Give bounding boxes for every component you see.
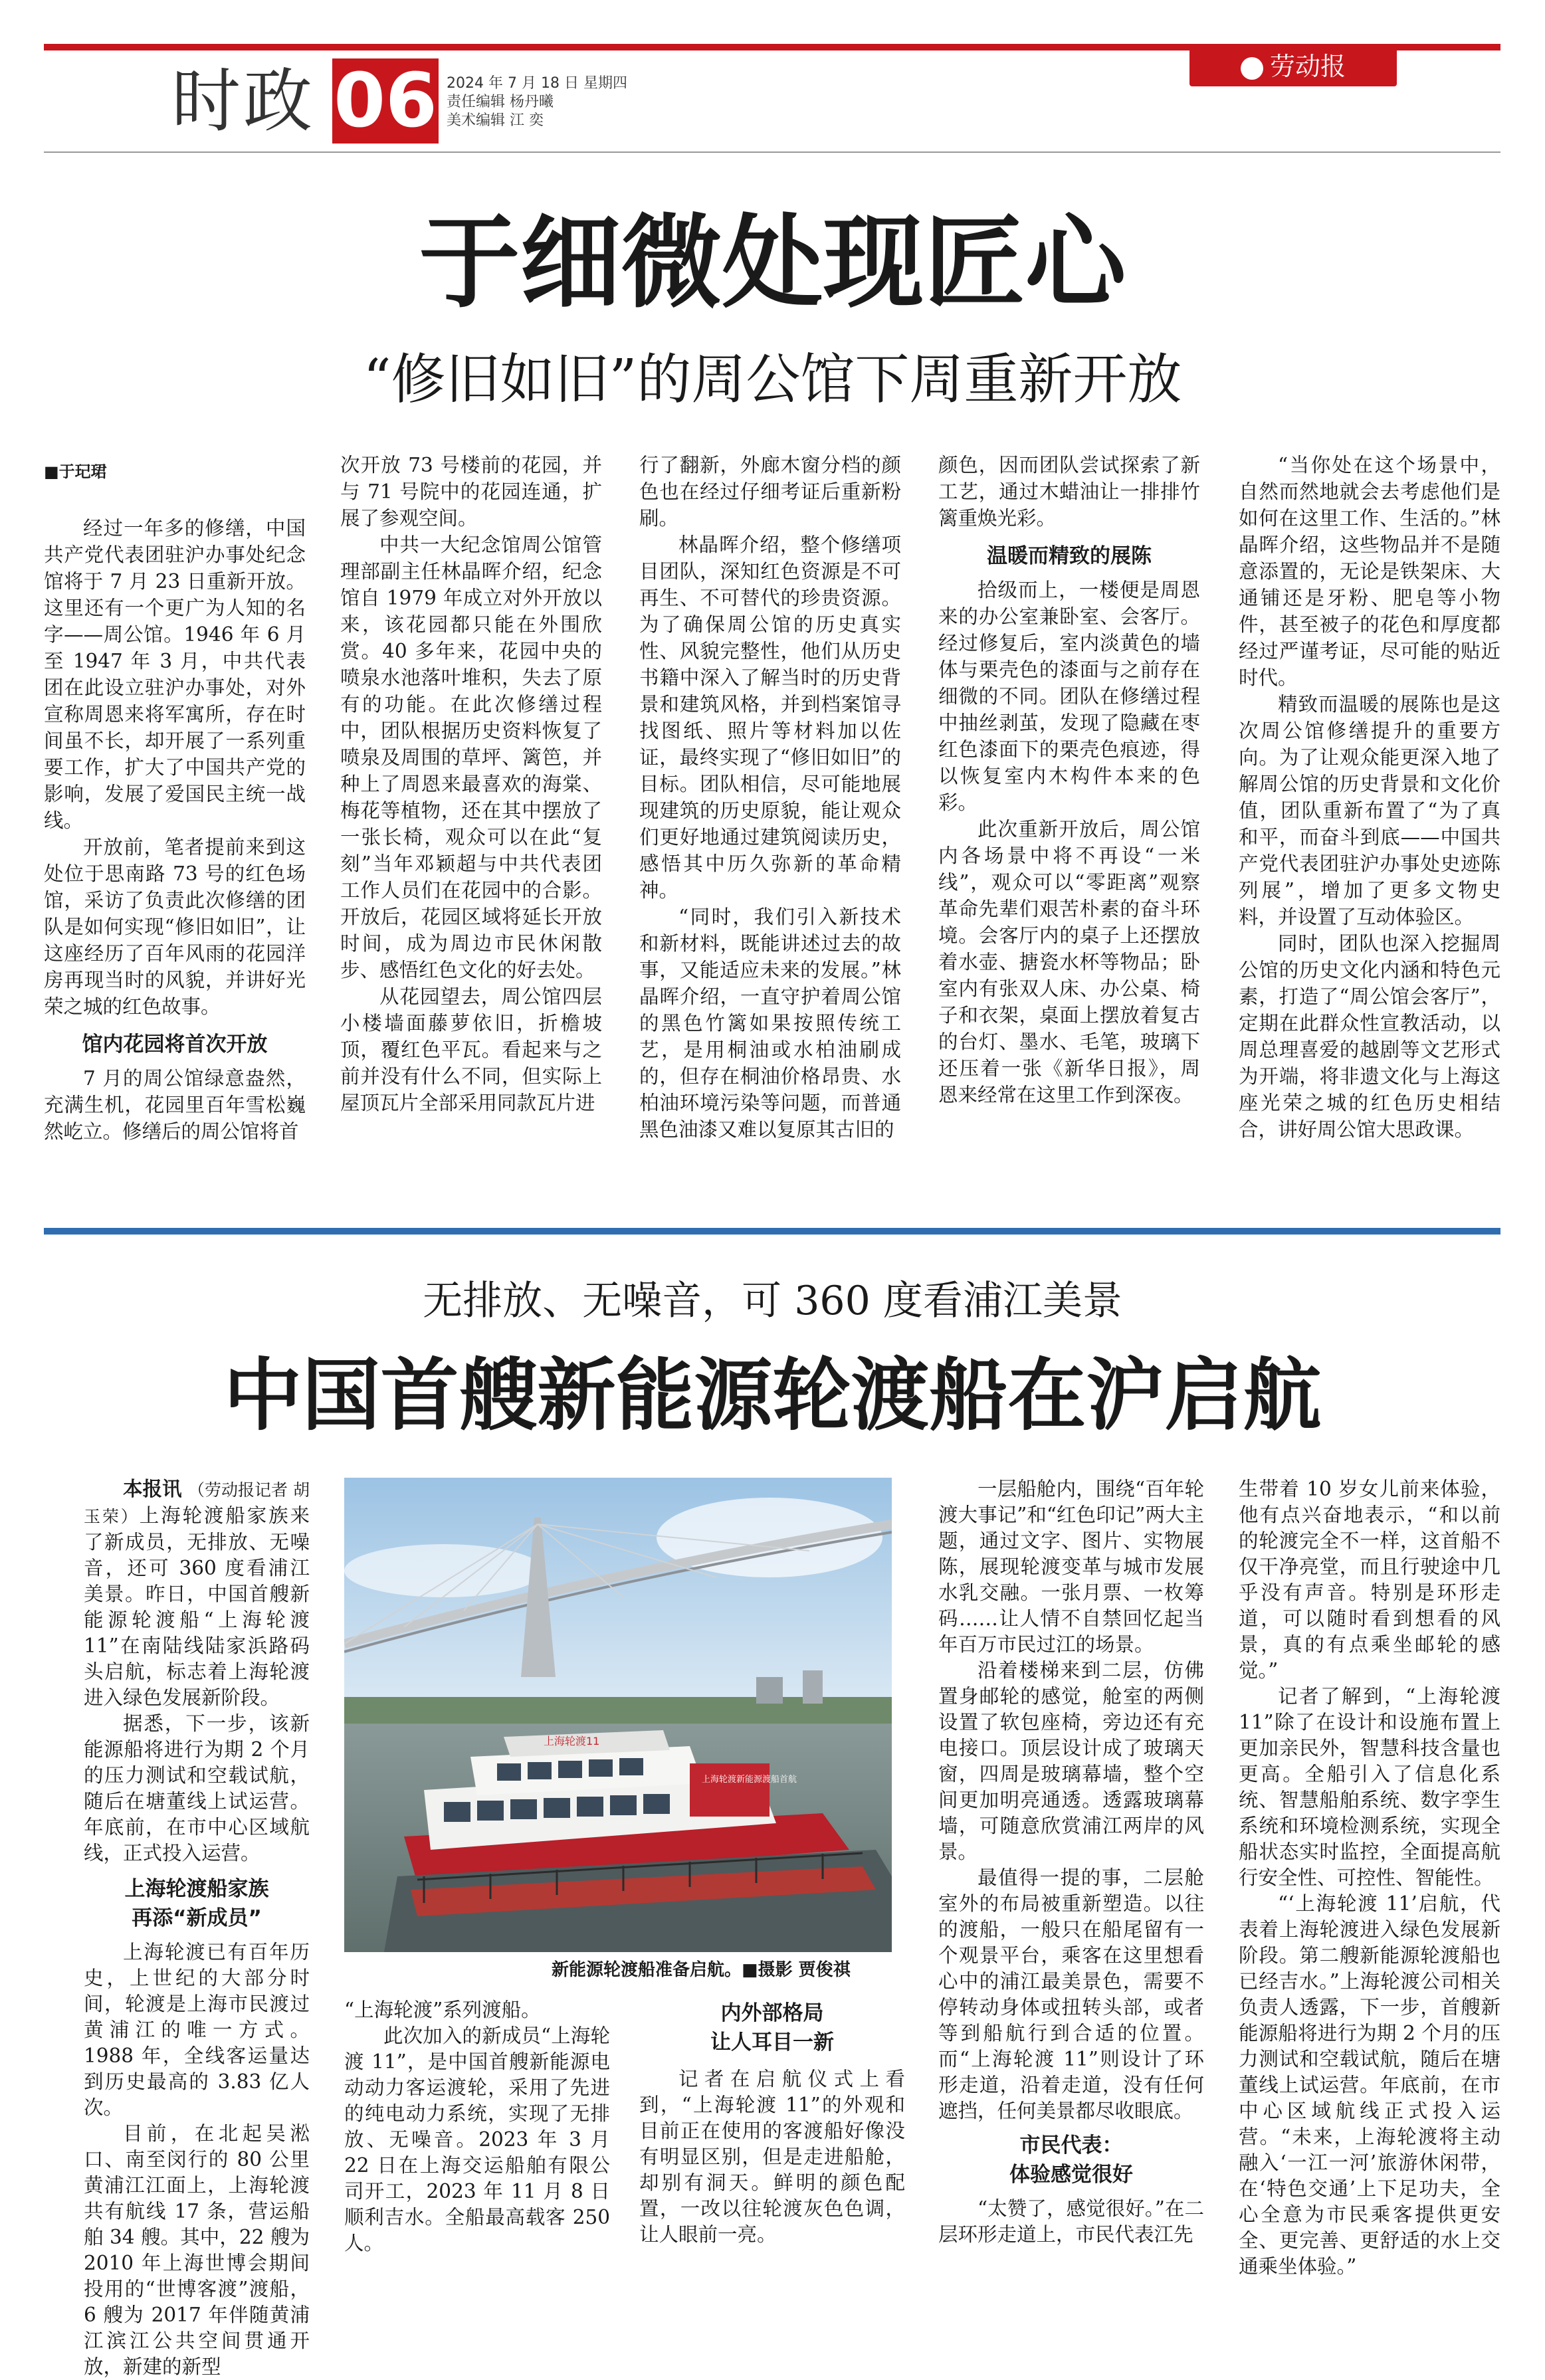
article1-column-3 [639,452,901,1143]
paragraph: 行了翻新，外廊木窗分档的颜色也在经过仔细考证后重新粉刷。 [639,454,901,530]
paragraph: 拾级而上，一楼便是周恩来的办公室兼卧室、会客厅。经过修复后，室内淡黄色的墙体与栗壳色的漆面与之前存在细微的不同。团队在修缮过程中抽丝剥茧，发现了隐藏在枣红色漆面下的栗壳色痕迹，得以恢复室内木构件本来的色彩。 [938,579,1200,814]
article2-title: 中国首艘新能源轮渡船在沪启航 [223,1349,1322,1441]
paragraph-text: 上海轮渡船家族来了新成员，无排放、无噪音，还可 360 度看浦江美景。昨日，中国首艘新能源轮渡船“上海轮渡 11”在南陆线陆家浜路码头启航，标志着上海轮渡进入绿色发展新阶段。 [84,1504,310,1709]
section-divider [44,1228,1500,1235]
photo-caption: 新能源轮渡船准备启航。■摄影 贾俊祺 [552,1960,851,1980]
header-rule [44,151,1500,153]
ship-banner-text: 上海轮渡新能源渡船首航 [702,1775,797,1785]
paragraph [84,1476,310,1711]
editor-line: 责任编辑 杨丹曦 [447,94,554,110]
paragraph: 颜色，因而团队尝试探索了新工艺，通过木蜡油让一排排竹篱重焕光彩。 [938,454,1200,530]
article1-column-4 [938,452,1200,1108]
subheading-line-1: 内外部格局 [720,2001,824,2025]
paragraph: “同时，我们引入新技术和新材料，既能讲述过去的故事，又能适应未来的发展。”林晶晖介绍，一直守护着周公馆的黑色竹篱如果按照传统工艺，是用桐油或水柏油刷成的，但存在桐油价格昂贵、水柏油环境污染等问题，而普通黑色油漆又难以复原其古旧的 [639,906,901,1141]
paragraph: “上海轮渡”系列渡船。 [344,1999,541,2021]
reporter-credit: （劳动报记者 胡玉荣） [84,1480,310,1526]
paragraph: 最值得一提的事，二层舱室外的布局被重新塑造。以往的渡船，一般只在船尾留有一个观景平台，乘客在这里想看心中的浦江最美景色，需要不停转动身体或扭转头部，或者等到船航行到合适的位置。而“上海轮渡 11”则设计了环形走道，沿着走道，没有任何遮挡，任何美景都尽收眼底。 [938,1866,1204,2122]
ferry-photo [344,1478,892,1952]
paragraph: 同时，团队也深入挖掘周公馆的历史文化内涵和特色元素，打造了“周公馆会客厅”，定期在此群众性宣教活动，以周总理喜爱的越剧等文艺形式为开端，将非遗文化与上海这座光荣之城的红色历史相结合，讲好周公馆大思政课。 [1239,932,1500,1141]
article1-column-5 [1239,452,1500,1143]
paragraph: “太赞了，感觉很好。”在二层环形走道上，市民代表江先 [938,2197,1204,2246]
paragraph: 次开放 73 号楼前的花园，并与 71 号院中的花园连通，扩展了参观空间。 [340,454,602,530]
paragraph: 中共一大纪念馆周公馆管理部副主任林晶晖介绍，纪念馆自 1979 年成立对外开放以来，该花园都只能在外围欣赏。40 多年来，花园中央的喷泉水池落叶堆积，失去了原有的功能。在此次修缮过程中，团队根据历史资料恢复了喷泉及周围的草坪、篱笆，并种上了周恩来最喜欢的海棠、梅花等植物，还在其中摆放了一张长椅，观众可以在此“复刻”当年邓颖超与中共代表团工作人员们在花园中的合影。开放后，花园区域将延长开放时间，成为周边市民休闲散步、感悟红色文化的好去处。 [340,534,602,981]
art-editor-line: 美术编辑 江 奕 [447,112,544,129]
article1-column-2 [340,452,602,1116]
newspaper-logo [1189,47,1397,86]
subheading-line-1: 市民代表： [1019,2133,1123,2157]
subheading: 馆内花园将首次开放 [82,1033,268,1056]
ferry-photo-illustration [344,1478,892,1952]
paragraph: 目前，在北起吴淞口、南至闵行的 80 公里黄浦江江面上，上海轮渡共有航线 17 条，营运船舶 34 艘。其中，22 艘为 2010 年上海世博会期间投用的“世博客渡”渡船，6 艘为 2017 年伴随黄浦江滨江公共空间贯通开放，新建的新型 [84,2122,310,2378]
section-name: 时政 [171,60,316,142]
logo-mark-icon [1241,57,1263,80]
subheading [938,2131,1204,2189]
paragraph: 从花园望去，周公馆四层小楼墙面藤萝依旧，折檐坡顶，覆红色平瓦。看起来与之前并没有什么不同，但实际上屋顶瓦片全部采用同款瓦片进 [340,985,602,1114]
article2-column-3 [639,1999,905,2248]
paragraph: 此次重新开放后，周公馆内各场景中将不再设“一米线”，观众可以“零距离”观察革命先辈们艰苦朴素的奋斗环境。会客厅内的桌子上还摆放着水壶、搪瓷水杯等物品；卧室内有张双人床、办公桌、椅子和衣架，桌面上摆放着复古的台灯、墨水、毛笔，玻璃下还压着一张《新华日报》，周恩来经常在这里工作到深夜。 [938,818,1200,1106]
paragraph: 上海轮渡已有百年历史，上世纪的大部分时间，轮渡是上海市民渡过黄浦江的唯一方式。1988 年，全线客运量达到历史最高的 3.83 亿人次。 [84,1941,310,2119]
paragraph: 7 月的周公馆绿意盎然，充满生机，花园里百年雪松巍然屹立。修缮后的周公馆将首 [44,1067,306,1143]
ship-name-text: 上海轮渡11 [544,1735,600,1747]
paragraph: 生带着 10 岁女儿前来体验，他有点兴奋地表示，“和以前的轮渡完全不一样，这首船不仅干净亮堂，而且行驶途中几乎没有声音。特别是环形走道，可以随时看到想看的风景，真的有点乘坐邮轮的感觉。” [1239,1478,1500,1682]
page-number: 06 [332,58,439,144]
subheading [639,1999,905,2057]
article2-column-2 [344,1997,610,2256]
subheading-line-1: 上海轮渡船家族 [124,1877,269,1901]
edition-info [447,74,627,130]
subheading-line-2: 让人耳目一新 [710,2031,834,2054]
paragraph: 记者在启航仪式上看到，“上海轮渡 11”的外观和目前正在使用的客渡船好像没有明显区别，但是走进船舱，却别有洞天。鲜明的颜色配置，一改以往轮渡灰色色调，让人眼前一亮。 [639,2068,905,2246]
paragraph: 此次加入的新成员“上海轮渡 11”，是中国首艘新能源电动动力客运渡轮，采用了先进的纯电动力系统，实现了无排放、无噪音。2023 年 3 月 22 日在上海交运船舶有限公司开工，2023 年 11 月 8 日顺利吉水。全船最高载客 250 人。 [344,2025,610,2254]
paragraph: 经过一年多的修缮，中国共产党代表团驻沪办事处纪念馆将于 7 月 23 日重新开放。这里还有一个更广为人知的名字——周公馆。1946 年 6 月至 1947 年 3 月，中共代表团在此设立驻沪办事处，对外宣称周恩来将军寓所，存在时间虽不长，却开展了一系列重要工作，扩大了中国共产党的影响，发展了爱国民主统一战线。 [44,517,306,832]
paragraph: 一层船舱内，围绕“百年轮渡大事记”和“红色印记”两大主题，通过文字、图片、实物展陈，展现轮渡变革与城市发展水乳交融。一张月票、一枚筹码……让人情不自禁回忆起当年百万市民过江的场景。 [938,1478,1204,1656]
article1-subtitle: “修旧如旧”的周公馆下周重新开放 [363,348,1182,411]
paragraph: 据悉，下一步，该新能源船将进行为期 2 个月的压力测试和空载试航，随后在塘董线上试运营。年底前，在市中心区域航线，正式投入运营。 [84,1712,310,1864]
article1-column-1 [44,458,306,1145]
subheading [84,1874,310,1933]
paragraph: 开放前，笔者提前来到这处位于思南路 73 号的红色场馆，采访了负责此次修缮的团队是如何实现“修旧如旧”，让这座经历了百年风雨的花园洋房再现当时的风貌，并讲好光荣之城的红色故事。 [44,836,306,1018]
paragraph: 精致而温暖的展陈也是这次周公馆修缮提升的重要方向。为了让观众能更深入地了解周公馆的历史背景和文化价值，团队重新布置了“为了真和平，而奋斗到底——中国共产党代表团驻沪办事处史迹陈列展”，增加了更多文物史料，并设置了互动体验区。 [1239,693,1500,928]
article2-column-1 [84,1476,310,2380]
paragraph: 记者了解到，“上海轮渡 11”除了在设计和设施布置上更加亲民外，智慧科技含量也更高。全船引入了信息化系统、智慧船舶系统、数字孪生系统和环境检测系统，实现全船状态实时监控，全面提高航行安全性、可控性、智能性。 [1239,1685,1500,1889]
article2-column-5 [1239,1476,1500,2280]
dateline: 本报讯 [123,1478,182,1500]
subheading-line-2: 再添“新成员” [132,1906,262,1930]
paragraph: “当你处在这个场景中，自然而然地就会去考虑他们是如何在这里工作、生活的。”林晶晖介绍，这些物品并不是随意添置的，无论是铁架床、大通铺还是牙粉、肥皂等小物件，甚至被子的花色和厚度都经过严谨考证，尽可能的贴近时代。 [1239,454,1500,689]
paragraph: 沿着楼梯来到二层，仿佛置身邮轮的感觉，舱室的两侧设置了软包座椅，旁边还有充电接口。顶层设计成了玻璃天窗，四周是玻璃幕墙，整个空间更加明亮通透。透露玻璃幕墙，可随意欣赏浦江两岸的风景。 [938,1659,1204,1863]
subheading-line-2: 体验感觉很好 [1009,2163,1133,2187]
date-line: 2024 年 7 月 18 日 星期四 [447,75,627,92]
article1-title: 于细微处现匠心 [419,203,1126,322]
article1-byline: ■于玘珺 [44,462,107,481]
logo-text: 劳动报 [1269,52,1346,81]
subheading: 温暖而精致的展陈 [987,544,1152,568]
article2-subtitle: 无排放、无噪音，可 360 度看浦江美景 [423,1278,1122,1324]
article2-column-4 [938,1476,1204,2248]
paragraph: 林晶晖介绍，整个修缮项目团队，深知红色资源是不可再生、不可替代的珍贵资源。为了确保周公馆的历史真实性、风貌完整性，他们从历史书籍中深入了解当时的历史背景和建筑风格，并到档案馆寻找图纸、照片等材料加以佐证，最终实现了“修旧如旧”的目标。团队相信，尽可能地展现建筑的历史原貌，能让观众们更好地通过建筑阅读历史，感悟其中历久弥新的革命精神。 [639,534,901,902]
paragraph: “‘上海轮渡 11’启航，代表着上海轮渡进入绿色发展新阶段。第二艘新能源轮渡船也已经吉水。”上海轮渡公司相关负责人透露，下一步，首艘新能源船将进行为期 2 个月的压力测试和空载试航，随后在塘董线上试运营。年底前，在市中心区域航线正式投入运营。“未来，上海轮渡将主动融入‘一江一河’旅游休闲带，在‘特色交通’上下足功夫，全心全意为市民乘客提供更安全、更完善、更舒适的水上交通乘坐体验。” [1239,1892,1500,2278]
